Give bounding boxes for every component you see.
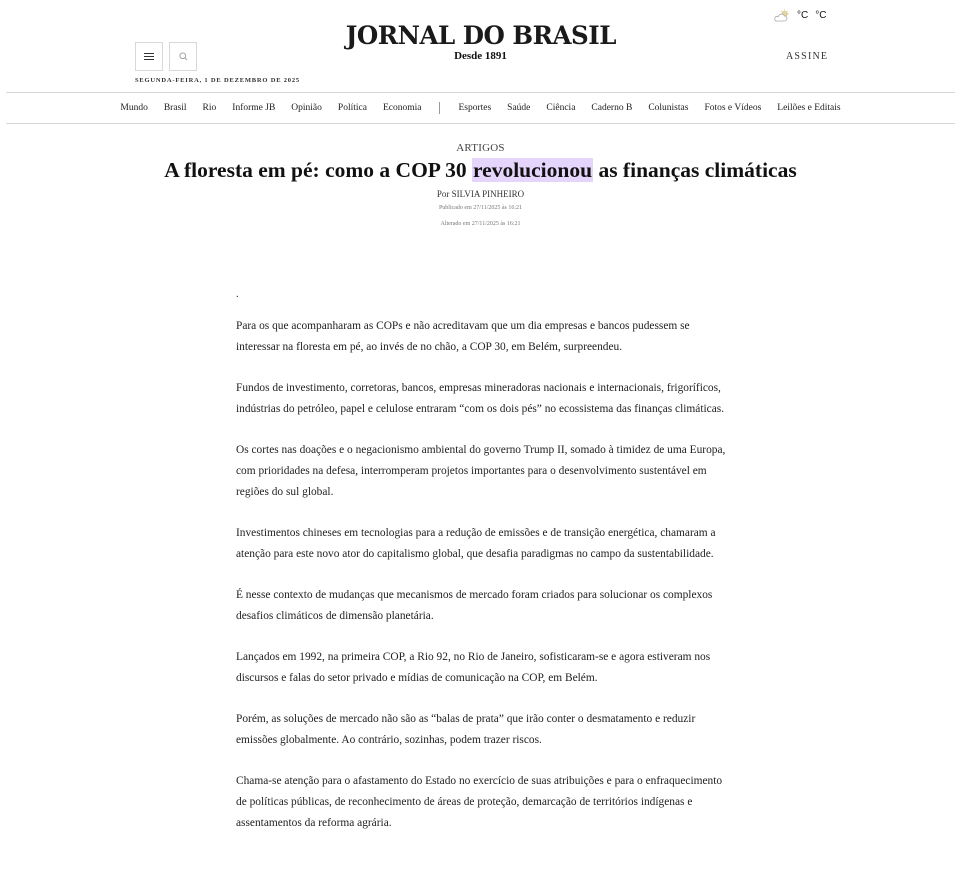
nav-item-leiloes-editais[interactable]: Leilões e Editais <box>777 103 841 113</box>
paragraph: Investimentos chineses em tecnologias para a redução de emissões e de transição energética, chamaram a atenção para este novo ator do capitalismo global, que desafia paradigmas no campo da sustentabilidade. <box>236 527 716 560</box>
title-part-2: as finanças climáticas <box>593 158 797 182</box>
paragraph: Porém, as soluções de mercado não são as “balas de prata” que irão conter o desmatamento e reduzir emissões globalmente. Ao contrário, sozinhas, podem trazer riscos. <box>236 713 696 746</box>
byline: Por SILVIA PINHEIRO <box>436 189 525 199</box>
nav-divider <box>439 102 440 114</box>
nav-item-economia[interactable]: Economia <box>382 103 422 113</box>
weather-widget <box>773 9 826 22</box>
subscribe-link[interactable]: ASSINE <box>786 51 829 62</box>
updated-date: Alterado em 27/11/2025 às 16:21 <box>440 221 521 227</box>
site-logo[interactable]: JORNAL DO BRASIL <box>345 21 616 50</box>
site-header <box>0 0 961 92</box>
nav-item-fotos-videos[interactable]: Fotos e Vídeos <box>704 103 762 113</box>
temperature-max: °C <box>797 10 809 21</box>
paragraph: Os cortes nas doações e o negacionismo ambiental do governo Trump II, somado à timidez de uma Europa, com prioridades na defesa, interromperam projetos importantes para o desenvolvimento sustentável em regiões do sul global. <box>236 444 726 498</box>
nav-item-opiniao[interactable]: Opinião <box>291 103 322 113</box>
paragraph: É nesse contexto de mudanças que mecanismos de mercado foram criados para solucionar os complexos desafios climáticos de dimensão planetária. <box>236 589 713 622</box>
title-highlighted-word: revolucionou <box>473 158 593 182</box>
current-date: SEGUNDA-FEIRA, 1 DE DEZEMBRO DE 2025 <box>135 77 300 84</box>
partly-cloudy-icon <box>773 9 791 22</box>
title-part-1: A floresta em pé: como a COP 30 <box>164 158 472 182</box>
nav-item-ciencia[interactable]: Ciência <box>546 103 576 113</box>
nav-item-colunistas[interactable]: Colunistas <box>648 103 689 113</box>
nav-item-rio[interactable]: Rio <box>202 103 217 113</box>
nav-item-politica[interactable]: Política <box>337 103 367 113</box>
site-tagline: Desde 1891 <box>454 50 507 62</box>
section-label[interactable]: ARTIGOS <box>456 142 505 154</box>
article-header <box>0 141 961 228</box>
nav-item-caderno-b[interactable]: Caderno B <box>591 103 633 113</box>
temperature-min: °C <box>815 10 827 21</box>
article-title <box>0 156 961 184</box>
paragraph: Para os que acompanharam as COPs e não acreditavam que um dia empresas e bancos pudessem se interessar na floresta em pé, ao invés de no chão, a COP 30, em Belém, surpreendeu. <box>236 320 690 353</box>
nav-item-informe-jb[interactable]: Informe JB <box>232 103 276 113</box>
nav-item-esportes[interactable]: Esportes <box>458 103 492 113</box>
nav-item-mundo[interactable]: Mundo <box>120 103 148 113</box>
paragraph: Chama-se atenção para o afastamento do Estado no exercício de suas atribuições e para o enfraquecimento de políticas públicas, de reconhecimento de áreas de proteção, demarcação de territórios indígenas e assentamentos da reforma agrária. <box>236 775 723 829</box>
paragraph: Lançados em 1992, na primeira COP, a Rio 92, no Rio de Janeiro, sofisticaram-se e agora estiveram nos discursos e falas do setor privado e mídias de comunicação na COP, em Belém. <box>236 651 711 684</box>
lead-mark: . <box>236 288 239 300</box>
published-date: Publicado em 27/11/2025 às 16:21 <box>438 205 523 211</box>
paragraph: Fundos de investimento, corretoras, bancos, empresas mineradoras nacionais e internacionais, frigoríficos, indústrias do petróleo, papel e celulose entraram “com os dois pés” no ecossistema das finanças climáticas. <box>236 382 725 415</box>
article-body <box>236 287 726 854</box>
nav-item-saude[interactable]: Saúde <box>507 103 531 113</box>
main-nav <box>6 92 955 124</box>
nav-item-brasil[interactable]: Brasil <box>163 103 187 113</box>
